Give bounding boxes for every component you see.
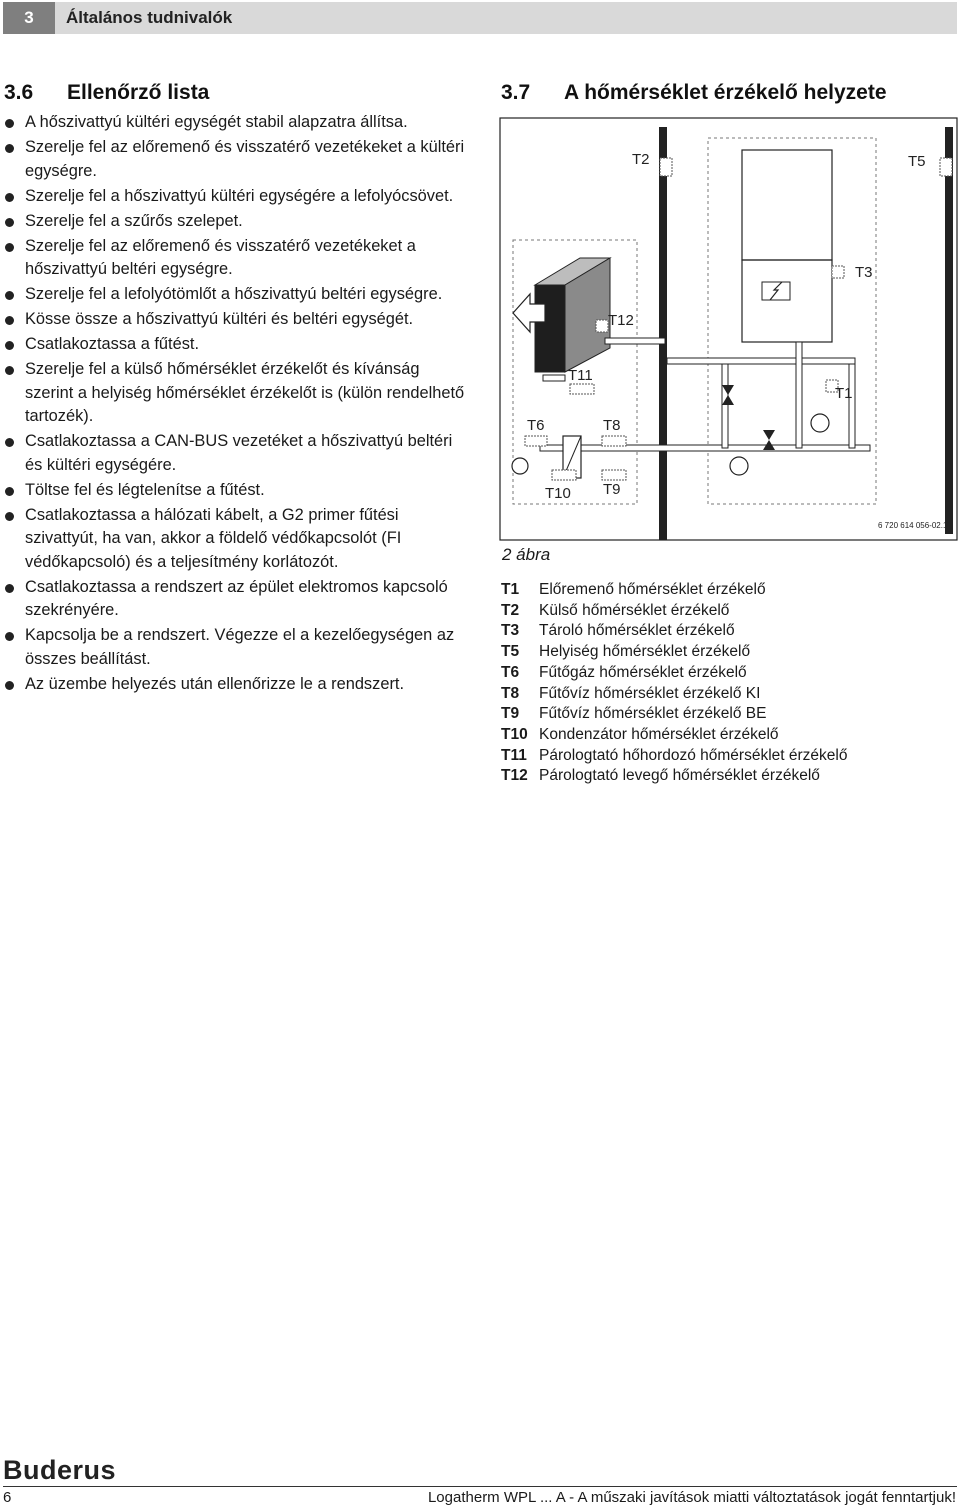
flow-pipe bbox=[667, 358, 855, 364]
checklist-item: Csatlakoztassa a rendszert az épület elektromos kapcsoló szekrényére. bbox=[4, 576, 466, 623]
riser-pipe-mid bbox=[796, 342, 802, 448]
sensor-position-diagram bbox=[498, 116, 960, 548]
heater-unit bbox=[742, 260, 832, 342]
sensor-label-t12: T12 bbox=[608, 312, 634, 329]
checklist-item: Kösse össze a hőszivattyú kültéri és beltéri egységét. bbox=[4, 308, 466, 332]
bullet-icon bbox=[5, 584, 14, 593]
footer-text: Logatherm WPL ... A - A műszaki javítások miatti változtatások jogát fenntartjuk! bbox=[427, 1489, 956, 1506]
checklist-item: Csatlakoztassa a fűtést. bbox=[4, 333, 466, 357]
pipe-t12-link bbox=[605, 338, 665, 344]
sensor-label-t2: T2 bbox=[632, 151, 650, 168]
section-36-title: Ellenőrző lista bbox=[67, 81, 210, 104]
chapter-number: 3 bbox=[3, 2, 55, 34]
sensor-box bbox=[940, 158, 952, 176]
sensor-label-t3: T3 bbox=[855, 264, 873, 281]
chapter-header bbox=[3, 2, 957, 34]
legend-row: T6 Fűtőgáz hőmérséklet érzékelő bbox=[501, 663, 747, 681]
checklist-item: Szerelje fel a szűrős szelepet. bbox=[4, 210, 466, 234]
legend-row: T8 Fűtővíz hőmérséklet érzékelő KI bbox=[501, 684, 761, 702]
bullet-icon bbox=[5, 291, 14, 300]
checklist-item: Szerelje fel a hőszivattyú kültéri egységére a lefolyócsövet. bbox=[4, 185, 466, 209]
bullet-icon bbox=[5, 438, 14, 447]
sensor-label-t9: T9 bbox=[603, 481, 621, 498]
bullet-icon bbox=[5, 193, 14, 202]
legend-row: T5 Helyiség hőmérséklet érzékelő bbox=[501, 643, 751, 661]
checklist-item: Kapcsolja be a rendszert. Végezze el a kezelőegységen az összes beállítást. bbox=[4, 624, 466, 671]
checklist-item: Szerelje fel a lefolyótömlőt a hőszivattyú beltéri egységre. bbox=[4, 283, 466, 307]
sensor-label-t5: T5 bbox=[908, 153, 926, 170]
evaporator-front bbox=[535, 285, 565, 372]
sensor-box bbox=[570, 384, 594, 394]
sensor-box bbox=[832, 266, 844, 278]
legend-row: T3 Tároló hőmérséklet érzékelő bbox=[501, 622, 735, 640]
bullet-icon bbox=[5, 681, 14, 690]
section-37-heading bbox=[501, 81, 887, 105]
storage-tank bbox=[742, 150, 832, 260]
sensor-label-t11: T11 bbox=[568, 367, 593, 384]
legend-row: T12 Párologtató levegő hőmérséklet érzékelő bbox=[501, 767, 820, 785]
sensor-label-t1: T1 bbox=[835, 385, 853, 402]
pump-icon bbox=[811, 414, 829, 432]
section-36-heading bbox=[4, 81, 209, 105]
bullet-icon bbox=[5, 366, 14, 375]
pipe-t11-link bbox=[543, 375, 565, 381]
section-37-number: 3.7 bbox=[501, 81, 531, 104]
sensor-label-t10: T10 bbox=[545, 485, 571, 502]
sensor-label-t6: T6 bbox=[527, 417, 545, 434]
sensor-box bbox=[660, 158, 672, 176]
bullet-icon bbox=[5, 119, 14, 128]
sensor-legend bbox=[501, 580, 956, 787]
riser-pipe-left bbox=[722, 364, 728, 448]
return-pipe bbox=[540, 445, 870, 451]
electric-heater-box bbox=[762, 282, 790, 300]
legend-row: T1 Előremenő hőmérséklet érzékelő bbox=[501, 581, 766, 598]
bullet-icon bbox=[5, 144, 14, 153]
bullet-icon bbox=[5, 341, 14, 350]
bullet-icon bbox=[5, 218, 14, 227]
legend-row: T11 Párologtató hőhordozó hőmérséklet érzékelő bbox=[501, 746, 848, 764]
checklist-item: Csatlakoztassa a CAN-BUS vezetéket a hőszivattyú beltéri és kültéri egységére. bbox=[4, 430, 466, 477]
lightning-icon bbox=[770, 282, 782, 300]
brand-logo: Buderus bbox=[3, 1455, 117, 1485]
checklist-item: Csatlakoztassa a hálózati kábelt, a G2 primer fűtési szivattyút, ha van, akkor a földelő védőkapcsolót (FI védőkapcsoló) és a teljesítmény korlátozót. bbox=[4, 504, 466, 575]
legend-row: T9 Fűtővíz hőmérséklet érzékelő BE bbox=[501, 705, 767, 723]
checklist-item: Az üzembe helyezés után ellenőrizze le a rendszert. bbox=[4, 673, 466, 697]
sensor-box bbox=[596, 320, 608, 332]
bullet-icon bbox=[5, 632, 14, 641]
building-wall bbox=[659, 127, 667, 540]
riser-pipe-right bbox=[849, 364, 855, 448]
sensor-box bbox=[552, 470, 576, 480]
checklist-item: A hőszivattyú kültéri egységét stabil alapzatra állítsa. bbox=[4, 111, 466, 135]
sensor-label-t8: T8 bbox=[603, 417, 621, 434]
sensor-box bbox=[525, 436, 547, 446]
checklist-item: Töltse fel és légtelenítse a fűtést. bbox=[4, 479, 466, 503]
bullet-icon bbox=[5, 316, 14, 325]
section-36-number: 3.6 bbox=[4, 81, 34, 104]
checklist-item: Szerelje fel a külső hőmérséklet érzékelőt és kívánság szerint a helyiség hőmérséklet érzékelőt is (külön rendelhető tartozék). bbox=[4, 358, 466, 429]
bullet-icon bbox=[5, 512, 14, 521]
sensor-box bbox=[602, 436, 626, 446]
legend-row: T2 Külső hőmérséklet érzékelő bbox=[501, 601, 730, 619]
page-number: 6 bbox=[3, 1489, 12, 1506]
bullet-icon bbox=[5, 243, 14, 252]
legend-row: T10 Kondenzátor hőmérséklet érzékelő bbox=[501, 725, 779, 743]
valve-icon bbox=[763, 430, 775, 440]
section-37-title: A hőmérséklet érzékelő helyzete bbox=[564, 81, 887, 104]
bullet-icon bbox=[5, 487, 14, 496]
checklist-item: Szerelje fel az előremenő és visszatérő vezetékeket a kültéri egységre. bbox=[4, 136, 466, 183]
figure-caption: 2 ábra bbox=[502, 545, 551, 564]
room-wall bbox=[945, 127, 953, 534]
footer-divider bbox=[3, 1486, 957, 1487]
chapter-title: Általános tudnivalók bbox=[66, 8, 233, 27]
checklist-item: Szerelje fel az előremenő és visszatérő vezetékeket a hőszivattyú beltéri egységre. bbox=[4, 235, 466, 282]
sensor-box bbox=[602, 470, 626, 480]
pump-icon bbox=[730, 457, 748, 475]
checklist bbox=[4, 111, 466, 698]
pump-icon bbox=[512, 458, 528, 474]
figure-code: 6 720 614 056-02.1I bbox=[878, 521, 950, 530]
